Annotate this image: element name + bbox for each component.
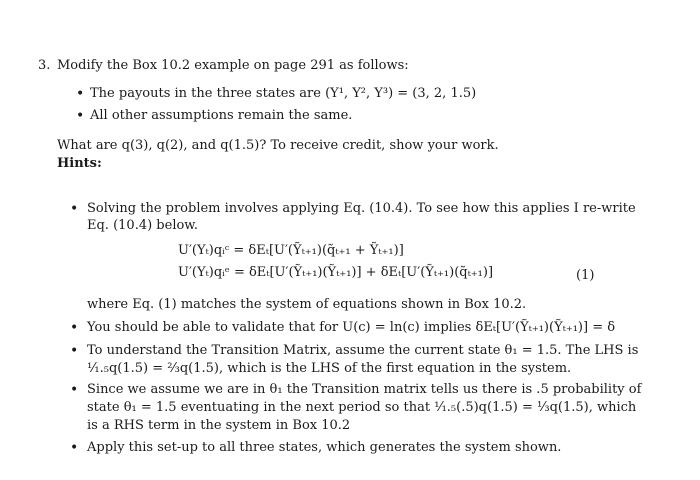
bullet-marker: •: [70, 320, 79, 336]
hints-heading: Hints:: [57, 156, 102, 171]
equation-line-1: U′(Yₜ)qᵢᶜ = δEₜ[U′(Ỹₜ₊₁)(q̃ₜ₊₁ + Ỹₜ₊₁)]: [178, 243, 404, 258]
hint-3-line-1: To understand the Transition Matrix, assume the current state θ₁ = 1.5. The LHS is: [87, 343, 639, 358]
equation-line-2: U′(Yₜ)qᵢᵉ = δEₜ[U′(Ỹₜ₊₁)(Ỹₜ₊₁)] + δEₜ[U′(Ỹₜ₊₁)(q̃ₜ₊₁)]: [178, 265, 494, 280]
hint-4-line-1: Since we assume we are in θ₁ the Transition matrix tells us there is .5 probability of: [87, 382, 642, 397]
question-text: What are q(3), q(2), and q(1.5)? To receive credit, show your work.: [57, 138, 499, 153]
hint-3-line-2: ¹⁄₁.₅q(1.5) = ²⁄₃q(1.5), which is the LHS of the first equation in the system.: [87, 361, 572, 376]
bullet-marker: •: [70, 382, 79, 398]
bullet-marker: •: [70, 440, 79, 456]
equation-number: (1): [576, 268, 595, 283]
hint-2: You should be able to validate that for U(c) = ln(c) implies δEₜ[U′(Ỹₜ₊₁)(Ỹₜ₊₁)] = δ: [87, 320, 616, 335]
payout-bullet: The payouts in the three states are (Y¹, Y², Y³) = (3, 2, 1.5): [90, 86, 477, 101]
assumptions-bullet: All other assumptions remain the same.: [90, 108, 353, 123]
hint-4-line-3: is a RHS term in the system in Box 10.2: [87, 418, 351, 433]
hint-4-line-2: state θ₁ = 1.5 eventuating in the next period so that ¹⁄₁.₅(.5)q(1.5) = ⅓q(1.5), which: [87, 400, 637, 415]
bullet-marker: •: [76, 108, 85, 124]
hint-1-line-1: Solving the problem involves applying Eq. (10.4). To see how this applies I re-write: [87, 201, 636, 216]
bullet-marker: •: [70, 343, 79, 359]
hint-5: Apply this set-up to all three states, which generates the system shown.: [87, 440, 562, 455]
problem-intro: Modify the Box 10.2 example on page 291 as follows:: [57, 58, 409, 73]
problem-number: 3.: [38, 58, 51, 73]
hint-1-line-2: Eq. (10.4) below.: [87, 218, 199, 233]
bullet-marker: •: [76, 86, 85, 102]
where-line: where Eq. (1) matches the system of equations shown in Box 10.2.: [87, 297, 527, 312]
bullet-marker: •: [70, 201, 79, 217]
